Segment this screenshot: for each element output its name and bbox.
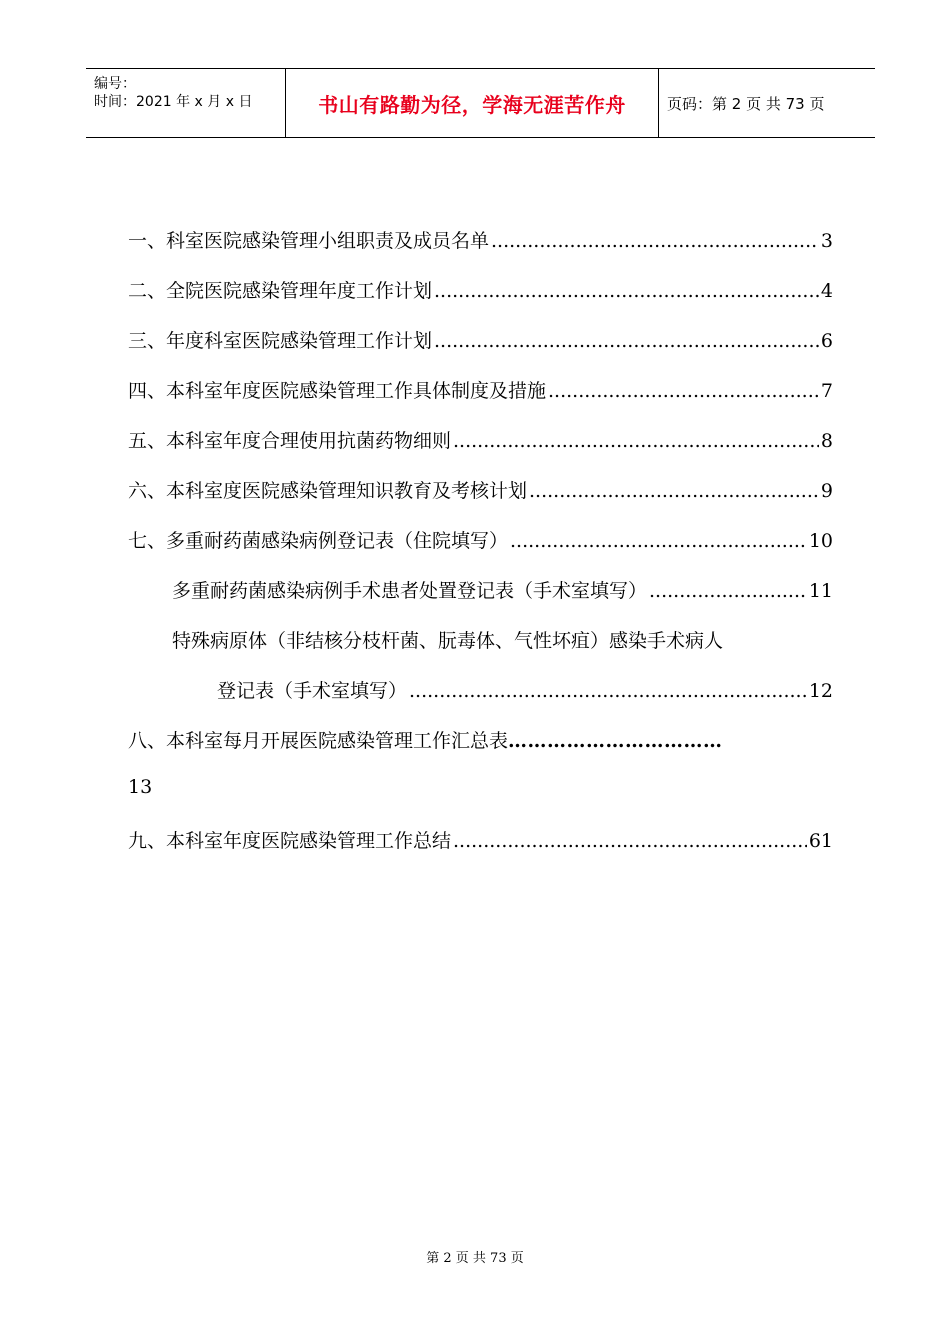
toc-entry-label: 五、本科室年度合理使用抗菌药物细则	[128, 430, 452, 452]
toc-leader-dots	[510, 530, 807, 552]
toc-entry[interactable]	[128, 426, 833, 460]
header-page-number: 页码：第 2 页 共 73 页	[667, 94, 825, 113]
toc-entry-label: 一、科室医院感染管理小组职责及成员名单	[128, 230, 490, 252]
toc-entry-page: 61	[808, 830, 833, 852]
header-page-cell	[659, 69, 875, 137]
toc-leader-dots	[453, 830, 807, 852]
toc-entry[interactable]	[128, 326, 833, 360]
toc-entry-label: 六、本科室度医院感染管理知识教育及考核计划	[128, 480, 528, 502]
toc-leader-dots	[529, 480, 819, 502]
toc-entry-page: 4	[820, 280, 833, 302]
document-number: 编号：	[94, 76, 136, 92]
toc-entry-page: 6	[820, 330, 833, 352]
page-header	[86, 68, 875, 138]
toc-leader-dots	[453, 430, 819, 452]
toc-entry[interactable]	[128, 226, 833, 260]
toc-entry-label: 多重耐药菌感染病例手术患者处置登记表（手术室填写）	[172, 580, 648, 602]
toc-entry-page: 7	[820, 380, 833, 402]
toc-entry-label-line1[interactable]: 特殊病原体（非结核分枝杆菌、朊毒体、气性坏疽）感染手术病人	[172, 630, 724, 652]
document-date: 时间：2021 年 x 月 x 日	[94, 94, 253, 110]
toc-entry[interactable]	[172, 576, 833, 610]
toc-entry-label: 二、全院医院感染管理年度工作计划	[128, 280, 433, 302]
toc-entry-page: 10	[808, 530, 833, 552]
toc-entry-page: 12	[808, 680, 833, 702]
toc-leader-dots: ……………………………	[508, 730, 723, 752]
motto-text: 书山有路勤为径，学海无涯苦作舟	[318, 92, 626, 117]
toc-entry[interactable]	[128, 826, 833, 860]
toc-leader-dots	[434, 280, 819, 302]
toc-leader-dots	[649, 580, 807, 602]
page-footer: 第 2 页 共 73 页	[426, 1251, 524, 1266]
toc-entry[interactable]	[128, 526, 833, 560]
toc-leader-dots	[434, 330, 819, 352]
toc-entry[interactable]	[217, 676, 833, 710]
toc-entry[interactable]	[128, 726, 723, 753]
header-meta	[86, 69, 286, 137]
toc-entry-page: 11	[808, 580, 833, 602]
toc-leader-dots	[409, 680, 807, 702]
toc-entry-label: 三、年度科室医院感染管理工作计划	[128, 330, 433, 352]
toc-entry[interactable]	[128, 276, 833, 310]
toc-entry-label: 四、本科室年度医院感染管理工作具体制度及措施	[128, 380, 547, 402]
toc-entry-label: 九、本科室年度医院感染管理工作总结	[128, 830, 452, 852]
toc-leader-dots	[491, 230, 819, 252]
toc-entry[interactable]	[128, 376, 833, 410]
toc-entry-page: 9	[820, 480, 833, 502]
toc-entry[interactable]	[128, 476, 833, 510]
header-motto-cell	[286, 69, 659, 137]
toc-entry-label: 八、本科室每月开展医院感染管理工作汇总表	[128, 730, 509, 752]
toc-entry-label-line2: 登记表（手术室填写）	[217, 680, 408, 702]
toc-entry-page: 8	[820, 430, 833, 452]
toc-leader-dots	[548, 380, 819, 402]
toc-entry-page: 3	[820, 230, 833, 252]
toc-entry-label: 七、多重耐药菌感染病例登记表（住院填写）	[128, 530, 509, 552]
toc-entry-page: 13	[128, 776, 153, 798]
